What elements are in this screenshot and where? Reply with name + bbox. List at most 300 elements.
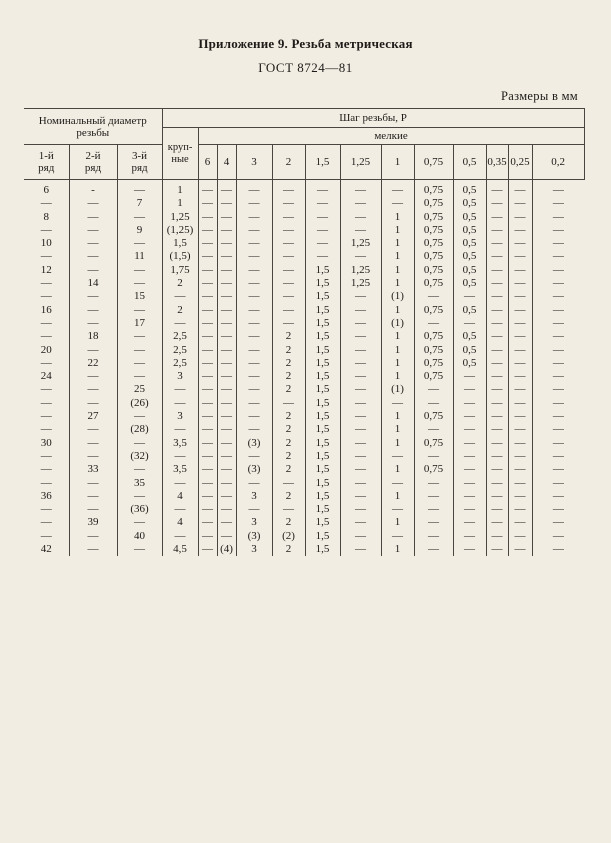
table-cell: — bbox=[486, 330, 508, 343]
table-cell: — bbox=[508, 317, 532, 330]
table-cell: 2,5 bbox=[162, 330, 198, 343]
table-cell: — bbox=[272, 304, 305, 317]
table-cell: — bbox=[236, 477, 272, 490]
table-cell: — bbox=[508, 490, 532, 503]
table-cell: — bbox=[217, 477, 236, 490]
table-cell: — bbox=[508, 344, 532, 357]
table-cell: — bbox=[340, 357, 381, 370]
table-cell: 1 bbox=[381, 237, 414, 250]
table-row bbox=[24, 237, 584, 250]
table-cell: 0,75 bbox=[414, 357, 453, 370]
table-cell: — bbox=[217, 530, 236, 543]
table-cell: 0,5 bbox=[453, 330, 486, 343]
table-cell: — bbox=[69, 224, 117, 237]
table-cell: — bbox=[40, 383, 52, 396]
table-cell: — bbox=[236, 410, 272, 423]
fine-pitch-header: 4 bbox=[217, 145, 236, 180]
nominal-diameter-header: Номинальный диаметр резьбы bbox=[24, 109, 162, 145]
table-cell: 2 bbox=[272, 383, 305, 396]
table-cell: — bbox=[236, 290, 272, 303]
table-row bbox=[24, 410, 584, 423]
table-cell: 2 bbox=[272, 543, 305, 556]
table-cell: — bbox=[340, 423, 381, 436]
table-row bbox=[24, 530, 584, 543]
table-cell: — bbox=[217, 277, 236, 290]
table-cell: — bbox=[198, 437, 217, 450]
table-cell: 12 bbox=[40, 263, 52, 276]
table-cell: 0,5 bbox=[453, 197, 486, 210]
table-cell: — bbox=[453, 450, 486, 463]
table-cell: 6 bbox=[43, 184, 49, 196]
table-cell: — bbox=[117, 357, 162, 370]
table-cell: — bbox=[532, 516, 584, 529]
table-cell: 0,75 bbox=[414, 211, 453, 224]
table-cell: — bbox=[272, 264, 305, 277]
table-cell: — bbox=[198, 330, 217, 343]
table-cell: 1,75 bbox=[162, 264, 198, 277]
table-cell: 1,25 bbox=[340, 277, 381, 290]
table-cell: 9 bbox=[117, 224, 162, 237]
table-cell: — bbox=[272, 317, 305, 330]
table-cell: — bbox=[532, 437, 584, 450]
table-cell: — bbox=[532, 344, 584, 357]
table-cell: — bbox=[117, 490, 162, 503]
table-cell: — bbox=[217, 304, 236, 317]
table-cell: — bbox=[236, 450, 272, 463]
table-cell: — bbox=[198, 237, 217, 250]
coarse-header: круп-ные bbox=[162, 128, 198, 180]
table-cell: — bbox=[508, 397, 532, 410]
table-cell: 1 bbox=[381, 410, 414, 423]
table-cell: 3 bbox=[236, 490, 272, 503]
table-cell: — bbox=[381, 450, 414, 463]
table-cell: — bbox=[340, 516, 381, 529]
table-cell: 1,5 bbox=[305, 290, 340, 303]
table-cell: — bbox=[162, 477, 198, 490]
table-cell: — bbox=[69, 250, 117, 263]
table-row bbox=[24, 264, 584, 277]
table-cell: — bbox=[69, 397, 117, 410]
table-cell: — bbox=[272, 180, 305, 198]
table-cell: — bbox=[486, 543, 508, 556]
table-cell: — bbox=[340, 383, 381, 396]
table-cell: — bbox=[508, 437, 532, 450]
table-cell: — bbox=[340, 503, 381, 516]
table-cell: — bbox=[532, 224, 584, 237]
table-cell: — bbox=[217, 423, 236, 436]
table-cell: — bbox=[340, 211, 381, 224]
table-cell: — bbox=[198, 180, 217, 198]
table-cell: — bbox=[532, 317, 584, 330]
table-cell: — bbox=[198, 530, 217, 543]
table-cell: — bbox=[236, 211, 272, 224]
table-cell: — bbox=[486, 383, 508, 396]
table-cell: 0,75 bbox=[414, 224, 453, 237]
table-cell: — bbox=[217, 197, 236, 210]
table-cell: — bbox=[532, 180, 584, 198]
table-row bbox=[24, 330, 584, 343]
table-cell: — bbox=[453, 317, 486, 330]
table-cell: — bbox=[340, 250, 381, 263]
table-cell: — bbox=[508, 237, 532, 250]
column-header-row bbox=[24, 145, 584, 180]
fine-pitch-header: 0,5 bbox=[453, 145, 486, 180]
table-cell: 0,5 bbox=[453, 344, 486, 357]
table-cell: — bbox=[198, 423, 217, 436]
table-cell: 1 bbox=[162, 180, 198, 198]
table-cell: — bbox=[486, 437, 508, 450]
table-cell: — bbox=[236, 344, 272, 357]
table-cell: — bbox=[217, 330, 236, 343]
table-cell: 1 bbox=[381, 250, 414, 263]
fine-pitch-header: 3 bbox=[236, 145, 272, 180]
table-cell: — bbox=[198, 383, 217, 396]
table-row bbox=[24, 250, 584, 263]
table-cell: — bbox=[508, 264, 532, 277]
table-cell: — bbox=[340, 224, 381, 237]
table-cell: — bbox=[198, 224, 217, 237]
table-cell: — bbox=[217, 397, 236, 410]
table-cell: 1,5 bbox=[305, 397, 340, 410]
table-cell: — bbox=[486, 357, 508, 370]
fine-pitch-header: 0,35 bbox=[486, 145, 508, 180]
table-cell: — bbox=[217, 211, 236, 224]
table-cell: 1,5 bbox=[305, 463, 340, 476]
table-cell: — bbox=[198, 477, 217, 490]
table-cell: — bbox=[486, 503, 508, 516]
table-cell: — bbox=[340, 437, 381, 450]
table-cell: 1 bbox=[381, 304, 414, 317]
table-cell: — bbox=[532, 410, 584, 423]
table-cell: — bbox=[40, 250, 52, 263]
table-cell: — bbox=[453, 516, 486, 529]
table-cell: — bbox=[486, 490, 508, 503]
table-cell: — bbox=[40, 330, 52, 343]
table-cell: — bbox=[40, 316, 52, 329]
table-cell: — bbox=[117, 264, 162, 277]
table-cell: 0,5 bbox=[453, 211, 486, 224]
table-cell: — bbox=[236, 237, 272, 250]
table-row bbox=[24, 180, 584, 198]
table-cell: — bbox=[117, 330, 162, 343]
table-cell: 1,25 bbox=[340, 264, 381, 277]
table-cell: — bbox=[117, 237, 162, 250]
table-cell: — bbox=[117, 543, 162, 556]
table-cell: 0,75 bbox=[414, 330, 453, 343]
table-row bbox=[24, 423, 584, 436]
table-cell: — bbox=[508, 277, 532, 290]
table-cell: — bbox=[217, 450, 236, 463]
table-cell: — bbox=[508, 516, 532, 529]
table-cell: — bbox=[486, 477, 508, 490]
table-cell: 8 bbox=[43, 210, 49, 223]
table-cell: — bbox=[532, 543, 584, 556]
table-cell: — bbox=[217, 437, 236, 450]
table-cell: — bbox=[340, 304, 381, 317]
table-cell: — bbox=[69, 477, 117, 490]
table-cell: 4 bbox=[162, 490, 198, 503]
table-cell: — bbox=[236, 317, 272, 330]
table-cell: — bbox=[381, 197, 414, 210]
table-cell: — bbox=[414, 543, 453, 556]
table-cell: — bbox=[198, 450, 217, 463]
row-series-header: 2-й ряд bbox=[69, 145, 117, 180]
table-cell: — bbox=[508, 180, 532, 198]
table-cell: (3) bbox=[236, 530, 272, 543]
table-cell: — bbox=[69, 211, 117, 224]
table-cell: — bbox=[198, 397, 217, 410]
table-cell: — bbox=[198, 357, 217, 370]
table-cell: — bbox=[453, 383, 486, 396]
table-cell: — bbox=[305, 180, 340, 198]
table-cell: — bbox=[486, 423, 508, 436]
table-cell: 1 bbox=[381, 344, 414, 357]
pitch-label: Шаг резьбы, P bbox=[339, 112, 407, 124]
table-cell: — bbox=[486, 224, 508, 237]
table-cell: — bbox=[198, 410, 217, 423]
table-cell: — bbox=[305, 250, 340, 263]
page-title: Приложение 9. Резьба метрическая bbox=[198, 36, 413, 51]
table-row bbox=[24, 516, 584, 529]
table-cell: 24 bbox=[40, 370, 52, 383]
table-cell: — bbox=[453, 423, 486, 436]
table-cell: 2 bbox=[272, 463, 305, 476]
table-cell: — bbox=[69, 423, 117, 436]
table-cell: 1,5 bbox=[305, 370, 340, 383]
table-cell: 10 bbox=[40, 237, 52, 250]
table-cell: (3) bbox=[236, 463, 272, 476]
table-cell: 1 bbox=[381, 463, 414, 476]
table-row bbox=[24, 490, 584, 503]
table-cell: 3,5 bbox=[162, 437, 198, 450]
table-cell: — bbox=[508, 450, 532, 463]
table-cell: 1,5 bbox=[305, 357, 340, 370]
table-cell: — bbox=[414, 503, 453, 516]
table-cell: 1,5 bbox=[305, 516, 340, 529]
table-cell: (1) bbox=[381, 317, 414, 330]
table-cell: — bbox=[486, 290, 508, 303]
table-cell: — bbox=[198, 250, 217, 263]
table-cell: — bbox=[532, 370, 584, 383]
table-cell: 1,25 bbox=[162, 211, 198, 224]
table-cell: — bbox=[532, 211, 584, 224]
table-cell: — bbox=[69, 383, 117, 396]
table-cell: 0,75 bbox=[414, 437, 453, 450]
table-cell: 2 bbox=[272, 344, 305, 357]
table-cell: — bbox=[486, 397, 508, 410]
table-cell: — bbox=[381, 477, 414, 490]
table-cell: — bbox=[532, 330, 584, 343]
table-cell: — bbox=[40, 396, 52, 409]
table-cell: (1) bbox=[381, 383, 414, 396]
table-cell: — bbox=[340, 410, 381, 423]
table-cell: — bbox=[236, 277, 272, 290]
table-cell: — bbox=[198, 290, 217, 303]
table-cell: 18 bbox=[69, 330, 117, 343]
table-cell: 1,5 bbox=[305, 410, 340, 423]
table-cell: 0,75 bbox=[414, 250, 453, 263]
table-cell: — bbox=[198, 370, 217, 383]
table-cell: 2 bbox=[162, 304, 198, 317]
table-cell: — bbox=[414, 530, 453, 543]
table-cell: — bbox=[69, 503, 117, 516]
table-cell: — bbox=[508, 370, 532, 383]
table-cell: 2 bbox=[272, 370, 305, 383]
table-cell: 27 bbox=[69, 410, 117, 423]
table-cell: — bbox=[453, 370, 486, 383]
table-cell: 0,5 bbox=[453, 264, 486, 277]
table-cell: — bbox=[217, 463, 236, 476]
table-cell: 1 bbox=[162, 197, 198, 210]
table-cell: 3 bbox=[236, 516, 272, 529]
table-cell: 22 bbox=[69, 357, 117, 370]
table-cell: 1,5 bbox=[305, 450, 340, 463]
table-cell: — bbox=[453, 530, 486, 543]
table-cell: — bbox=[198, 304, 217, 317]
table-cell: — bbox=[162, 450, 198, 463]
table-cell: (28) bbox=[117, 423, 162, 436]
table-cell: 20 bbox=[40, 343, 52, 356]
table-cell: 11 bbox=[117, 250, 162, 263]
table-cell: — bbox=[414, 290, 453, 303]
table-cell: (4) bbox=[217, 543, 236, 556]
table-cell: — bbox=[162, 290, 198, 303]
table-cell: — bbox=[486, 317, 508, 330]
table-cell: — bbox=[340, 344, 381, 357]
table-cell: — bbox=[340, 197, 381, 210]
table-cell: — bbox=[381, 530, 414, 543]
table-cell: — bbox=[508, 224, 532, 237]
table-cell: 2 bbox=[272, 423, 305, 436]
table-cell: — bbox=[340, 370, 381, 383]
table-cell: — bbox=[453, 410, 486, 423]
table-cell: 2 bbox=[272, 516, 305, 529]
table-cell: — bbox=[117, 437, 162, 450]
fine-pitch-header: 6 bbox=[198, 145, 217, 180]
table-cell: — bbox=[340, 450, 381, 463]
table-cell: 17 bbox=[117, 317, 162, 330]
table-cell: — bbox=[272, 250, 305, 263]
table-cell: 1,5 bbox=[305, 530, 340, 543]
table-cell: 36 bbox=[40, 489, 52, 502]
table-cell: — bbox=[236, 264, 272, 277]
table-cell: (2) bbox=[272, 530, 305, 543]
table-cell: 0,5 bbox=[453, 224, 486, 237]
table-cell: — bbox=[198, 197, 217, 210]
table-cell: 0,75 bbox=[414, 197, 453, 210]
table-cell: 1 bbox=[381, 277, 414, 290]
table-row bbox=[24, 383, 584, 396]
table-cell: 1,5 bbox=[305, 344, 340, 357]
table-cell: — bbox=[40, 277, 52, 290]
table-cell: — bbox=[236, 330, 272, 343]
table-cell: 0,75 bbox=[414, 180, 453, 198]
table-cell: — bbox=[486, 463, 508, 476]
table-row bbox=[24, 290, 584, 303]
table-cell: - bbox=[69, 180, 117, 198]
table-cell: — bbox=[508, 383, 532, 396]
table-cell: — bbox=[486, 530, 508, 543]
table-cell: 1,5 bbox=[305, 437, 340, 450]
table-cell: 40 bbox=[117, 530, 162, 543]
table-cell: — bbox=[69, 344, 117, 357]
table-cell: 1 bbox=[381, 370, 414, 383]
table-cell: — bbox=[217, 250, 236, 263]
table-cell: 1 bbox=[381, 543, 414, 556]
table-cell: 2 bbox=[272, 450, 305, 463]
table-cell: — bbox=[414, 490, 453, 503]
table-cell: 0,75 bbox=[414, 370, 453, 383]
table-cell: 1 bbox=[381, 516, 414, 529]
table-cell: — bbox=[217, 410, 236, 423]
table-cell: — bbox=[508, 211, 532, 224]
table-cell: — bbox=[340, 330, 381, 343]
table-cell: 0,75 bbox=[414, 304, 453, 317]
table-row bbox=[24, 317, 584, 330]
table-cell: — bbox=[486, 370, 508, 383]
table-cell: 3 bbox=[162, 370, 198, 383]
table-cell: — bbox=[508, 530, 532, 543]
table-cell: 0,5 bbox=[453, 250, 486, 263]
table-cell: — bbox=[198, 490, 217, 503]
table-cell: — bbox=[508, 250, 532, 263]
table-cell: — bbox=[217, 237, 236, 250]
table-cell: — bbox=[532, 357, 584, 370]
table-cell: — bbox=[532, 277, 584, 290]
table-cell: — bbox=[40, 449, 52, 462]
table-row bbox=[24, 437, 584, 450]
table-cell: 1 bbox=[381, 224, 414, 237]
fine-header: мелкие bbox=[198, 128, 584, 145]
table-cell: — bbox=[486, 250, 508, 263]
table-cell: — bbox=[198, 264, 217, 277]
fine-pitch-header: 0,25 bbox=[508, 145, 532, 180]
table-cell: — bbox=[508, 463, 532, 476]
table-cell: — bbox=[198, 543, 217, 556]
table-cell: — bbox=[117, 344, 162, 357]
table-cell: — bbox=[508, 423, 532, 436]
table-cell: 1,5 bbox=[305, 330, 340, 343]
table-header bbox=[24, 109, 584, 180]
fine-pitch-header: 0,2 bbox=[532, 145, 584, 180]
table-cell: — bbox=[532, 450, 584, 463]
table-cell: — bbox=[532, 463, 584, 476]
table-cell: — bbox=[272, 197, 305, 210]
table-cell: — bbox=[532, 477, 584, 490]
table-cell: 35 bbox=[117, 477, 162, 490]
pitch-header bbox=[162, 109, 584, 128]
table-cell: — bbox=[414, 383, 453, 396]
table-cell: — bbox=[40, 529, 52, 542]
table-cell: — bbox=[69, 237, 117, 250]
table-cell: — bbox=[117, 211, 162, 224]
table-cell: — bbox=[340, 477, 381, 490]
table-cell: — bbox=[198, 463, 217, 476]
table-cell: (3) bbox=[236, 437, 272, 450]
table-cell: 0,75 bbox=[414, 237, 453, 250]
table-cell: 2,5 bbox=[162, 344, 198, 357]
table-cell: 25 bbox=[117, 383, 162, 396]
table-cell: 1,5 bbox=[305, 304, 340, 317]
table-cell: — bbox=[486, 277, 508, 290]
table-row bbox=[24, 211, 584, 224]
table-cell: — bbox=[532, 503, 584, 516]
table-cell: (1) bbox=[381, 290, 414, 303]
table-cell: — bbox=[453, 543, 486, 556]
table-row bbox=[24, 397, 584, 410]
row-series-header: 3-й ряд bbox=[117, 145, 162, 180]
table-cell: — bbox=[340, 317, 381, 330]
